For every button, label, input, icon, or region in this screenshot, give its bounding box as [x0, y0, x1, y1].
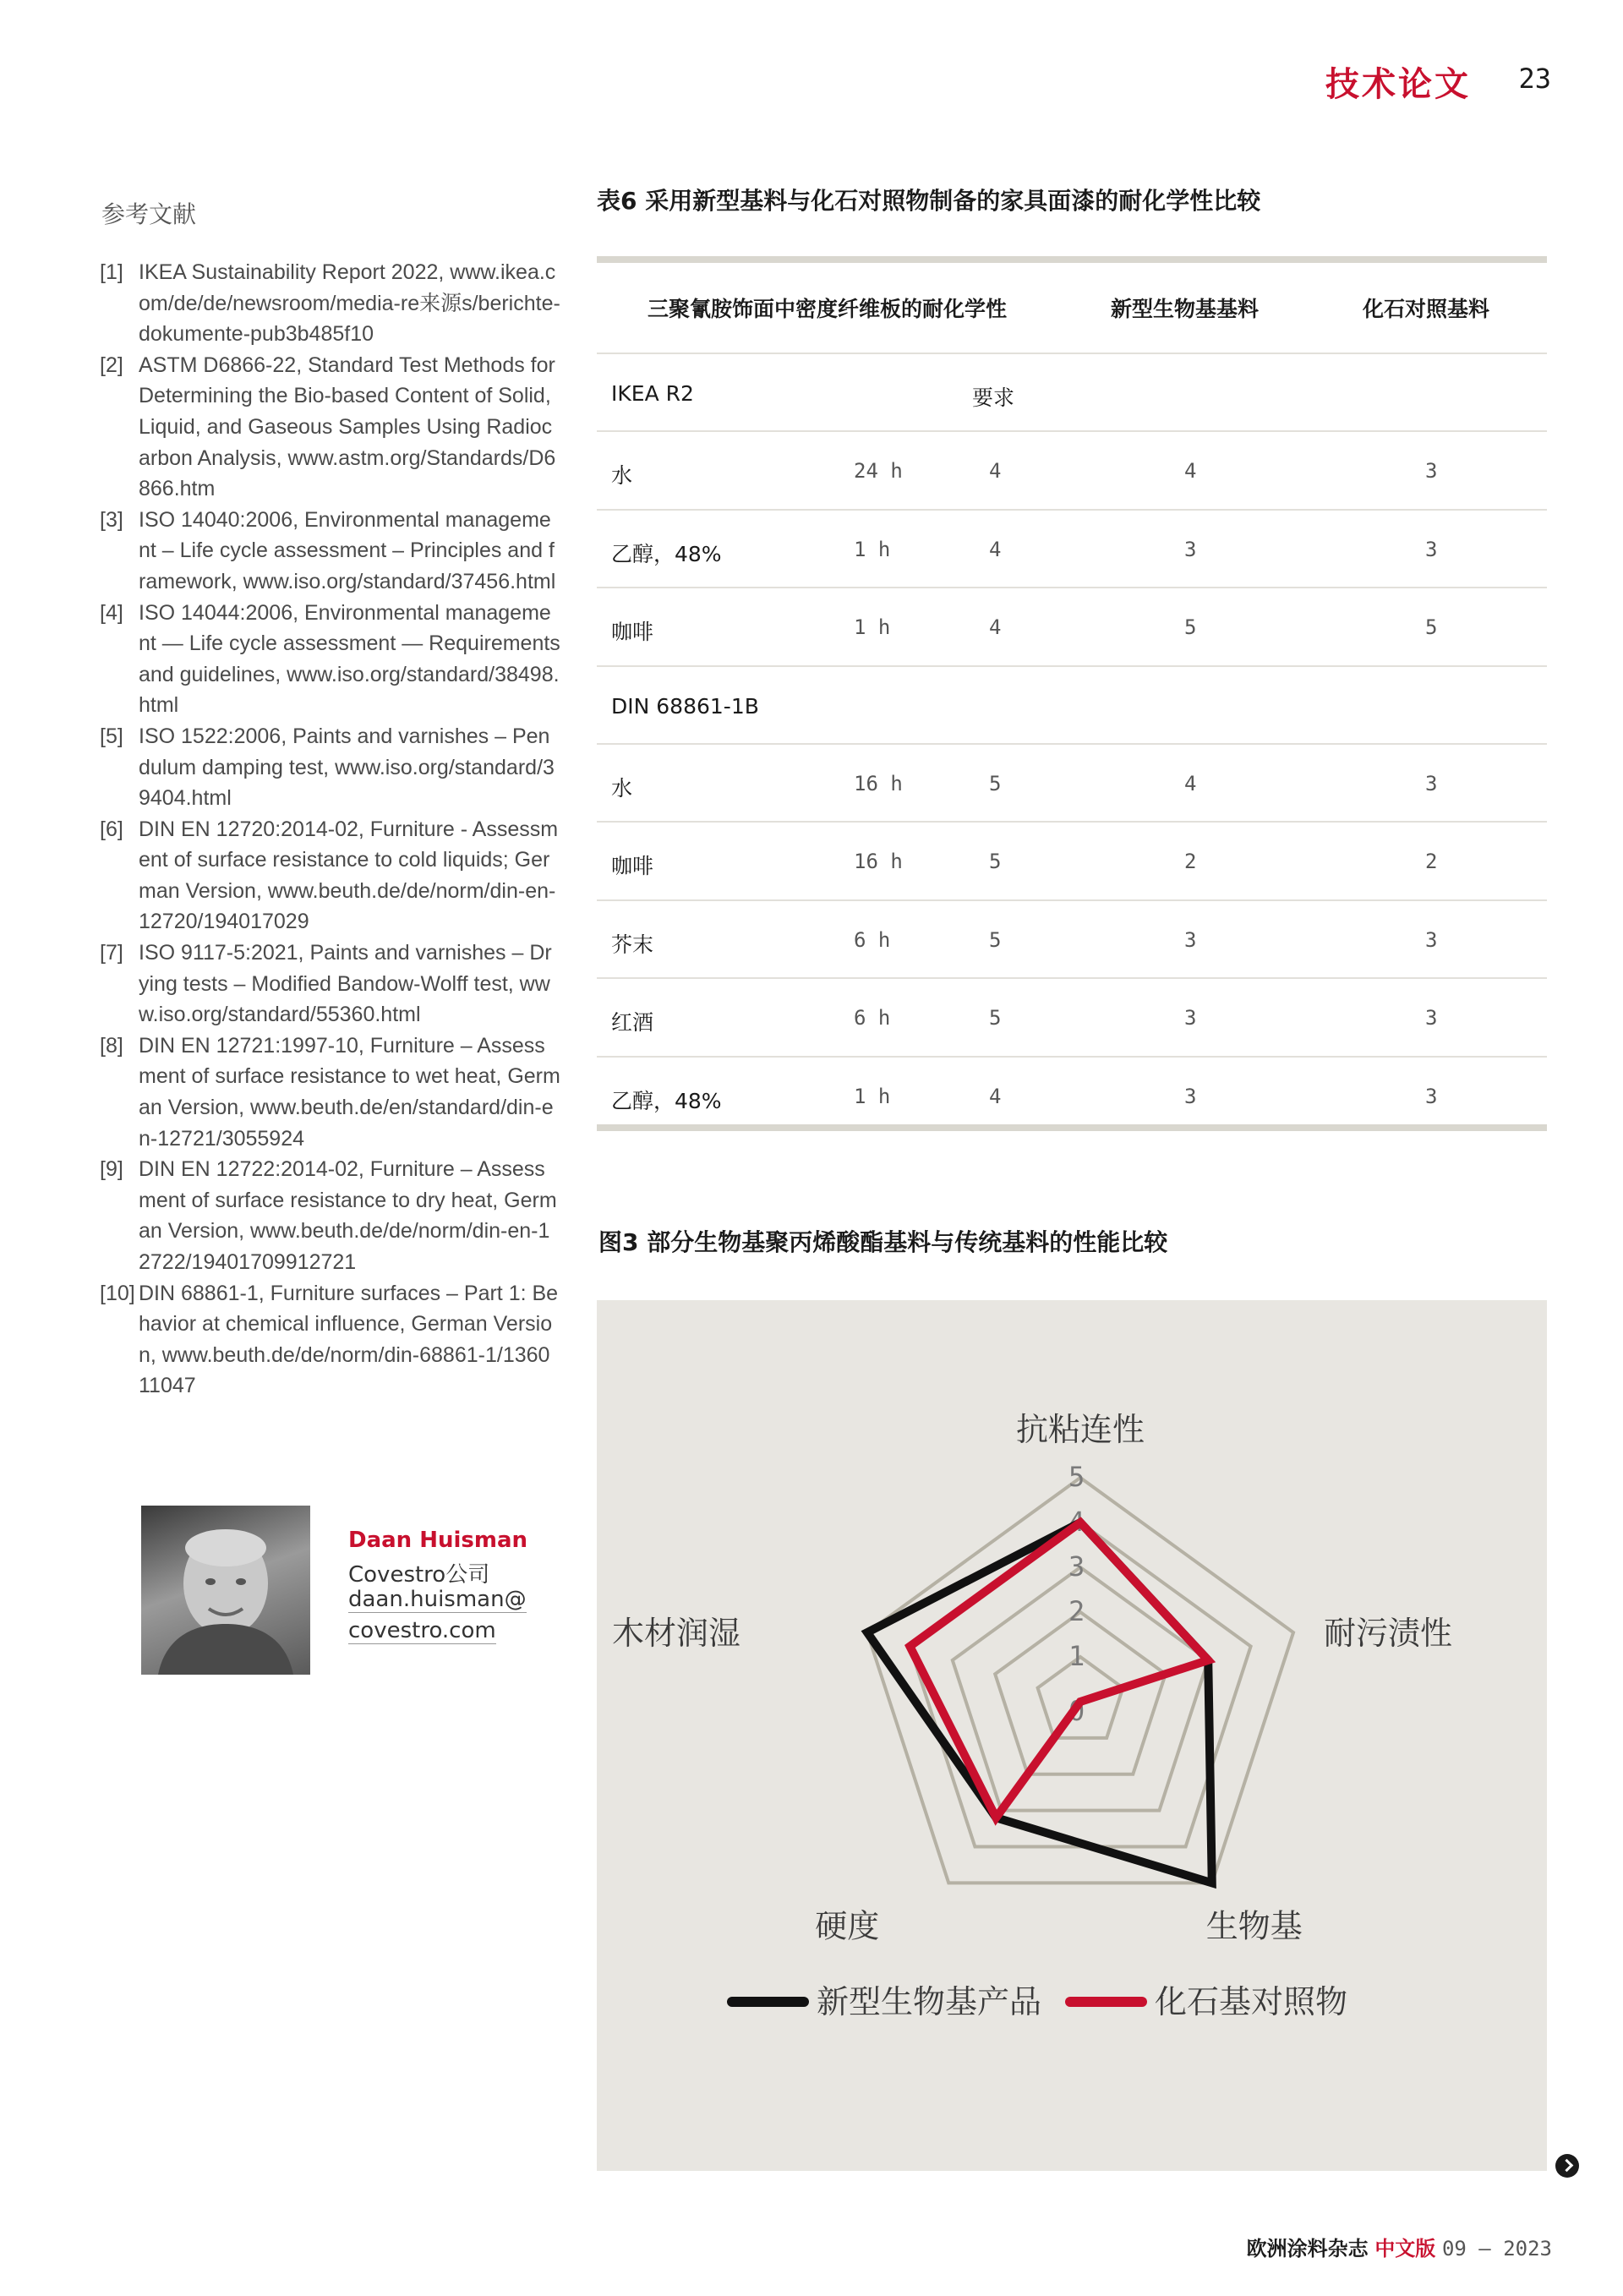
radar-chart — [597, 1300, 1547, 2171]
table-cell-substance: 咖啡 — [611, 854, 654, 879]
table-row-divider — [597, 587, 1547, 588]
reference-number: [6] — [100, 817, 123, 841]
table-section-name: DIN 68861-1B — [611, 693, 759, 719]
reference-number: [9] — [100, 1157, 123, 1182]
table-requirement-label: 要求 — [972, 385, 1015, 410]
reference-text: ISO 1522:2006, Paints and varnishes – Pendulum damping test, www.iso.org/standard/39404.html — [139, 724, 555, 811]
reference-item — [100, 721, 560, 814]
reference-text: DIN EN 12721:1997-10, Furniture – Assessment of surface resistance to wet heat, German Version, www.beuth.de/en/standard/din-en-12721/3055924 — [139, 1033, 560, 1151]
radar-axis-label: 耐污渍性 — [1324, 1615, 1453, 1653]
reference-number: [4] — [100, 600, 123, 625]
references-heading: 参考文献 — [101, 200, 197, 228]
author-email-link-continued[interactable]: covestro.com — [348, 1618, 496, 1643]
table-cell-time: 1 h — [854, 615, 891, 640]
reference-text: DIN 68861-1, Furniture surfaces – Part 1: Behavior at chemical influence, German Version, www.beuth.de/de/norm/din-68861-1/136011047 — [139, 1281, 559, 1398]
reference-item — [100, 938, 560, 1030]
section-title: 技术论文 — [1325, 65, 1471, 104]
table-cell-fossil: 5 — [1425, 615, 1438, 640]
table-cell-bio: 4 — [1184, 459, 1197, 484]
next-page-icon[interactable] — [1555, 2154, 1579, 2178]
table-cell-substance: 芥末 — [611, 932, 654, 957]
table-row-divider — [597, 509, 1547, 511]
table-cell-substance: 红酒 — [611, 1010, 654, 1036]
reference-item — [100, 1278, 560, 1402]
footer-date: 09 – 2023 — [1441, 2237, 1552, 2260]
table-cell-fossil: 3 — [1425, 459, 1438, 484]
table-cell-requirement: 4 — [989, 459, 1002, 484]
radar-tick-label: 5 — [1068, 1461, 1085, 1493]
table-bottom-rule — [597, 1124, 1547, 1131]
radar-axis-label: 木材润湿 — [611, 1615, 740, 1653]
reference-number: [7] — [100, 941, 123, 965]
radar-grid-ring — [995, 1612, 1166, 1774]
table-cell-bio: 4 — [1184, 772, 1197, 795]
table-cell-fossil: 3 — [1425, 1084, 1438, 1108]
figure-caption: 图3 部分生物基聚丙烯酸酯基料与传统基料的性能比较 — [598, 1228, 1168, 1256]
table-cell-bio: 3 — [1184, 1084, 1197, 1108]
radar-tick-label: 3 — [1068, 1550, 1085, 1583]
table-cell-time: 24 h — [854, 459, 903, 484]
reference-text: ISO 14044:2006, Environmental management — Life cycle assessment — Requirements and guidelines, www.iso.org/standard/38498.html — [139, 600, 560, 718]
table-cell-requirement: 4 — [989, 1084, 1002, 1108]
page-number: 23 — [1518, 63, 1551, 95]
reference-text: DIN EN 12722:2014-02, Furniture – Assessment of surface resistance to dry heat, German Version, www.beuth.de/de/norm/din-en-12722/19401709912721 — [139, 1157, 557, 1274]
author-photo — [141, 1506, 310, 1675]
table-cell-bio: 3 — [1184, 537, 1197, 561]
table-cell-fossil: 2 — [1425, 850, 1438, 874]
reference-item — [100, 350, 560, 505]
table-cell-bio: 3 — [1184, 1006, 1197, 1030]
table-section-name: IKEA R2 — [611, 381, 694, 406]
table-header-fossil: 化石对照基料 — [1363, 297, 1490, 321]
table-header-test: 三聚氰胺饰面中密度纤维板的耐化学性 — [648, 297, 1008, 321]
reference-number: [8] — [100, 1033, 123, 1058]
table-cell-bio: 2 — [1184, 850, 1197, 874]
table-row-divider — [597, 353, 1547, 354]
table-row-divider — [597, 1056, 1547, 1058]
table-cell-fossil: 3 — [1425, 927, 1438, 952]
reference-number: [10] — [100, 1281, 135, 1305]
radar-tick-label: 4 — [1068, 1506, 1085, 1538]
table-cell-substance: 乙醇，48% — [611, 1088, 722, 1113]
radar-axis-label: 硬度 — [815, 1907, 880, 1945]
table-cell-substance: 乙醇，48% — [611, 541, 722, 566]
radar-tick-label: 2 — [1068, 1595, 1085, 1627]
table-row-divider — [597, 977, 1547, 979]
reference-item — [100, 1030, 560, 1154]
table-cell-time: 16 h — [854, 772, 903, 795]
table-cell-requirement: 5 — [989, 1006, 1002, 1030]
radar-axis-label: 生物基 — [1205, 1907, 1303, 1945]
reference-number: [1] — [100, 260, 123, 284]
reference-number: [2] — [100, 353, 123, 377]
table-row-divider — [597, 899, 1547, 901]
table-cell-time: 1 h — [854, 537, 891, 561]
radar-tick-label: 0 — [1068, 1695, 1085, 1727]
reference-number: [3] — [100, 507, 123, 532]
table-cell-time: 16 h — [854, 850, 903, 874]
table-top-rule — [597, 256, 1547, 263]
table-cell-fossil: 3 — [1425, 772, 1438, 795]
table-cell-substance: 咖啡 — [611, 620, 654, 645]
reference-item — [100, 1154, 560, 1277]
table-cell-bio: 3 — [1184, 927, 1197, 952]
reference-item — [100, 505, 560, 598]
table-cell-bio: 5 — [1184, 615, 1197, 640]
table-cell-requirement: 4 — [989, 615, 1002, 640]
table-cell-time: 6 h — [854, 927, 891, 952]
table-cell-requirement: 4 — [989, 537, 1002, 561]
table-cell-time: 6 h — [854, 1006, 891, 1030]
radar-tick-label: 1 — [1068, 1640, 1085, 1672]
legend-label: 化石基对照物 — [1155, 1983, 1348, 2020]
footer — [1247, 2232, 1552, 2261]
reference-item — [100, 257, 560, 350]
table-cell-requirement: 5 — [989, 772, 1002, 795]
author-company: Covestro公司 — [348, 1562, 490, 1588]
references-list — [100, 257, 560, 1402]
reference-text: ISO 14040:2006, Environmental management – Life cycle assessment – Principles and framework, www.iso.org/standard/37456.html — [139, 507, 556, 593]
table-cell-requirement: 5 — [989, 927, 1002, 952]
table-cell-time: 1 h — [854, 1084, 891, 1108]
author-name: Daan Huisman — [348, 1528, 528, 1553]
radar-axis-label: 抗粘连性 — [1015, 1411, 1145, 1448]
author-email-link[interactable]: daan.huisman@ — [348, 1587, 527, 1612]
reference-text: DIN EN 12720:2014-02, Furniture - Assessment of surface resistance to cold liquids; German Version, www.beuth.de/de/norm/din-en-12720/194017029 — [139, 817, 559, 934]
table-cell-substance: 水 — [611, 463, 633, 489]
footer-magazine: 欧洲涂料杂志 — [1246, 2237, 1369, 2260]
radar-chart-panel — [597, 1300, 1547, 2171]
reference-number: [5] — [100, 724, 123, 748]
table-caption: 表6 采用新型基料与化石对照物制备的家具面漆的耐化学性比较 — [597, 187, 1261, 215]
reference-text: ISO 9117-5:2021, Paints and varnishes – Drying tests – Modified Bandow-Wolff test, www.iso.org/standard/55360.html — [139, 941, 552, 1027]
footer-edition: 中文版 — [1374, 2237, 1436, 2260]
radar-series-1-line — [867, 1522, 1212, 1883]
reference-item — [100, 598, 560, 721]
table-cell-fossil: 3 — [1425, 1006, 1438, 1030]
table-row-divider — [597, 743, 1547, 745]
reference-text: ASTM D6866-22, Standard Test Methods for Determining the Bio-based Content of Solid, Liquid, and Gaseous Samples Using Radiocarbon Analysis, www.astm.org/Standards/D6866.htm — [139, 353, 556, 501]
table-cell-requirement: 5 — [989, 850, 1002, 874]
legend-label: 新型生物基产品 — [817, 1983, 1042, 2020]
reference-text: IKEA Sustainability Report 2022, www.ikea.com/de/de/newsroom/media-re来源s/berichte-dokumente-pub3b485f10 — [139, 260, 560, 347]
reference-item — [100, 814, 560, 938]
table-cell-substance: 水 — [611, 776, 633, 801]
table-cell-fossil: 3 — [1425, 537, 1438, 561]
table-row-divider — [597, 821, 1547, 823]
table-row-divider — [597, 430, 1547, 432]
table-header-bio: 新型生物基基料 — [1111, 297, 1260, 321]
table-row-divider — [597, 665, 1547, 667]
